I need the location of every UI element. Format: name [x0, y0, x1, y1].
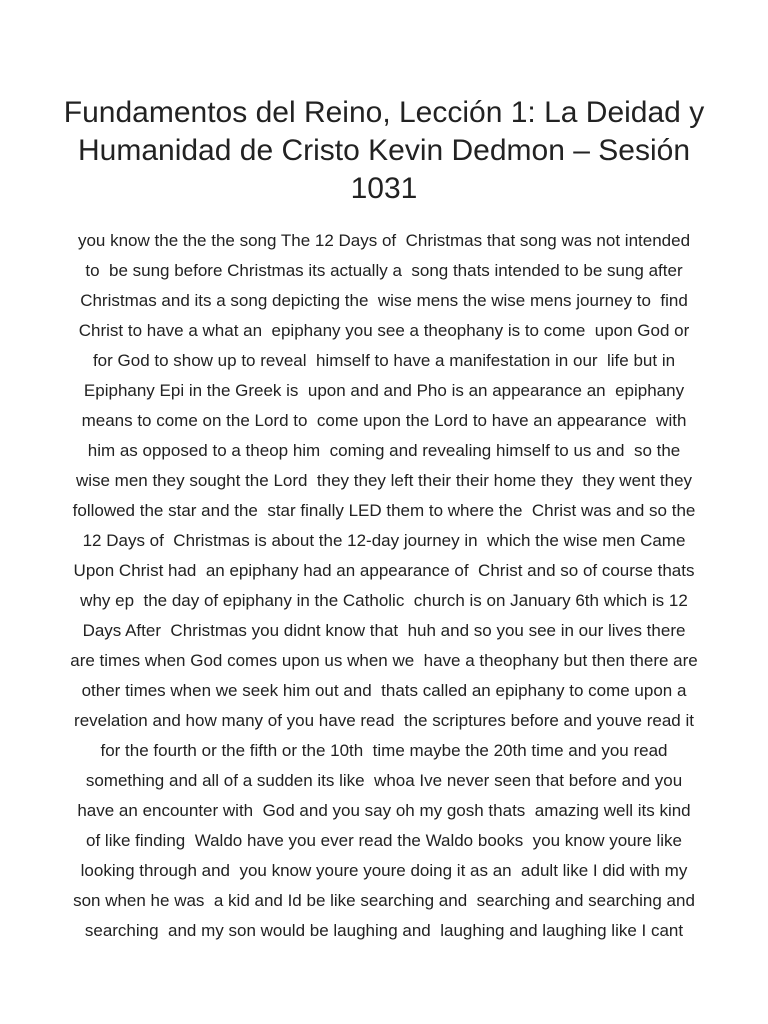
body-line: revelation and how many of you have read the scriptures before and youve read it	[74, 711, 694, 730]
body-line: other times when we seek him out and thats called an epiphany to come upon a	[81, 681, 687, 700]
body-line: Epiphany Epi in the Greek is upon and and Pho is an appearance an epiphany	[83, 381, 685, 400]
body-line: Christ to have a what an epiphany you see a theophany is to come upon God or	[78, 321, 690, 340]
body-line: means to come on the Lord to come upon the Lord to have an appearance with	[81, 411, 687, 430]
transcript-body	[40, 226, 728, 946]
body-line: are times when God comes upon us when we have a theophany but then there are	[70, 651, 698, 670]
body-line: have an encounter with God and you say oh my gosh thats amazing well its kind	[77, 801, 691, 820]
body-line: for God to show up to reveal himself to have a manifestation in our life but in	[92, 351, 676, 370]
title-line: Humanidad de Cristo Kevin Dedmon – Sesión	[78, 134, 690, 167]
body-line: Christmas and its a song depicting the wise mens the wise mens journey to find	[80, 291, 688, 310]
body-line: you know the the the song The 12 Days of Christmas that song was not intended	[77, 231, 691, 250]
body-line: son when he was a kid and Id be like searching and searching and searching and	[73, 891, 695, 910]
body-line: wise men they sought the Lord they they left their their home they they went they	[75, 471, 693, 490]
body-line: Days After Christmas you didnt know that huh and so you see in our lives there	[82, 621, 686, 640]
body-line: of like finding Waldo have you ever read the Waldo books you know youre like	[86, 831, 682, 850]
body-line: why ep the day of epiphany in the Catholic church is on January 6th which is 12	[80, 591, 688, 610]
body-line: followed the star and the star finally LED them to where the Christ was and so the	[72, 501, 696, 520]
body-line: him as opposed to a theop him coming and revealing himself to us and so the	[87, 441, 681, 460]
body-line: to be sung before Christmas its actually a song thats intended to be sung after	[85, 261, 683, 280]
document-title	[40, 94, 728, 208]
body-line: Upon Christ had an epiphany had an appearance of Christ and so of course thats	[73, 561, 695, 580]
body-line: searching and my son would be laughing and laughing and laughing like I cant	[84, 921, 684, 940]
title-line: Fundamentos del Reino, Lección 1: La Deidad y	[63, 96, 705, 129]
body-line: for the fourth or the fifth or the 10th time maybe the 20th time and you read	[100, 741, 668, 760]
title-line: 1031	[350, 172, 418, 205]
body-line: looking through and you know youre youre doing it as an adult like I did with my	[80, 861, 688, 880]
body-line: something and all of a sudden its like whoa Ive never seen that before and you	[85, 771, 683, 790]
body-line: 12 Days of Christmas is about the 12-day journey in which the wise men Came	[82, 531, 686, 550]
